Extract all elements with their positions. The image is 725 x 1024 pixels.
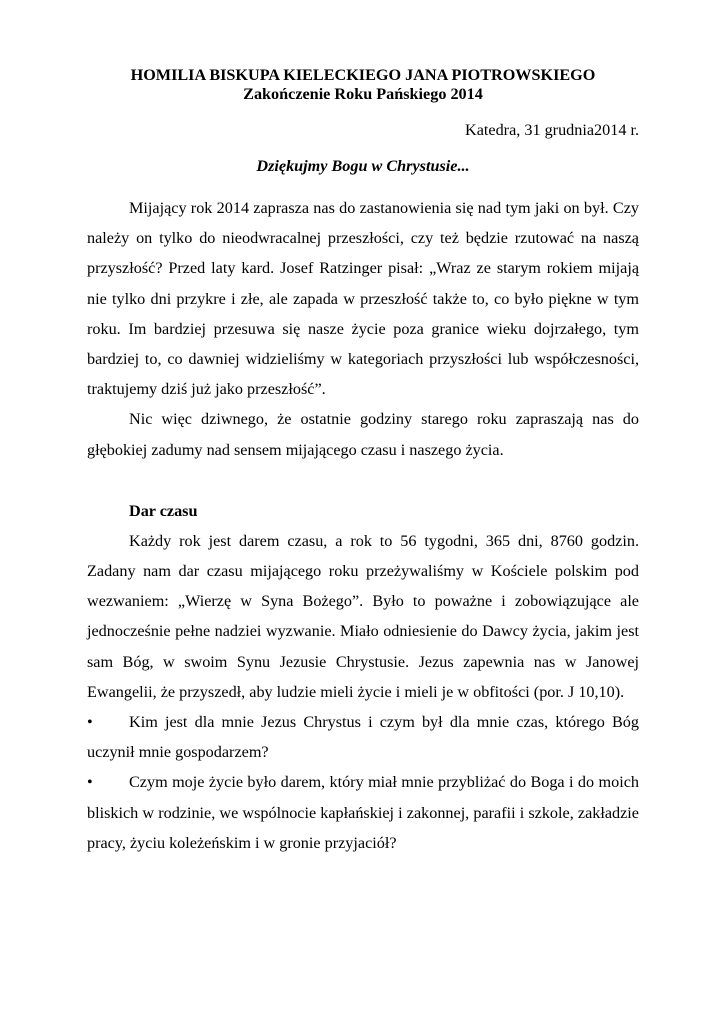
bullet-item xyxy=(87,707,639,767)
intro-paragraph-1: Mijający rok 2014 zaprasza nas do zastanowienia się nad tym jaki on był. Czy należy on tylko do nieodwracalnej przeszłości, czy też będzie rzutować na naszą przyszłość? Przed laty kard. Josef Ratzinger pisał: „Wraz ze starym rokiem mijają nie tylko dni przykre i złe, ale zapada w przeszłość także to, co było piękne w tym roku. Im bardziej przesuwa się nasze życie poza granice wieku dojrzałego, tym bardziej to, co dawniej widzieliśmy w kategoriach przyszłości lub współczesności, traktujemy dziś już jako przeszłość”. xyxy=(87,199,639,399)
homily-motto: Dziękujmy Bogu w Chrystusie... xyxy=(256,157,470,175)
bullet-item xyxy=(87,767,639,858)
bullet-text: Kim jest dla mnie Jezus Chrystus i czym był dla mnie czas, którego Bóg uczynił mnie gospodarzem? xyxy=(87,713,639,762)
document-subtitle: Zakończenie Roku Pańskiego 2014 xyxy=(243,85,483,103)
section-paragraph: Każdy rok jest darem czasu, a rok to 56 tygodni, 365 dni, 8760 godzin. Zadany nam dar czasu mijającego roku przeżywaliśmy w Kościele polskim pod wezwaniem: „Wierzę w Syna Bożego”. Było to poważne i zobowiązujące ale jednocześnie pełne nadziei wyzwanie. Miało odniesienie do Dawcy życia, jakim jest sam Bóg, w swoim Synu Jezusie Chrystusie. Jezus zapewnia nas w Janowej Ewangelii, że przyszedł, aby ludzie mieli życie i mieli je w obfitości (por. J 10,10). xyxy=(87,531,639,701)
place-date: Katedra, 31 grudnia2014 r. xyxy=(465,121,639,139)
section-heading: Dar czasu xyxy=(129,501,198,520)
document-page xyxy=(87,66,639,858)
bullet-text: Czym moje życie było darem, który miał mnie przybliżać do Boga i do moich bliskich w rodzinie, we wspólnocie kapłańskiej i zakonnej, parafii i szkole, zakładzie pracy, życiu koleżeńskim i w gronie przyjaciół? xyxy=(87,773,639,852)
bullet-dot-icon: • xyxy=(87,713,93,732)
document-title: HOMILIA BISKUPA KIELECKIEGO JANA PIOTROWSKIEGO xyxy=(130,66,596,84)
bullet-dot-icon: • xyxy=(87,773,93,792)
intro-paragraph-2: Nic więc dziwnego, że ostatnie godziny starego roku zapraszają nas do głębokiej zadumy nad sensem mijającego czasu i naszego życia. xyxy=(87,410,639,459)
